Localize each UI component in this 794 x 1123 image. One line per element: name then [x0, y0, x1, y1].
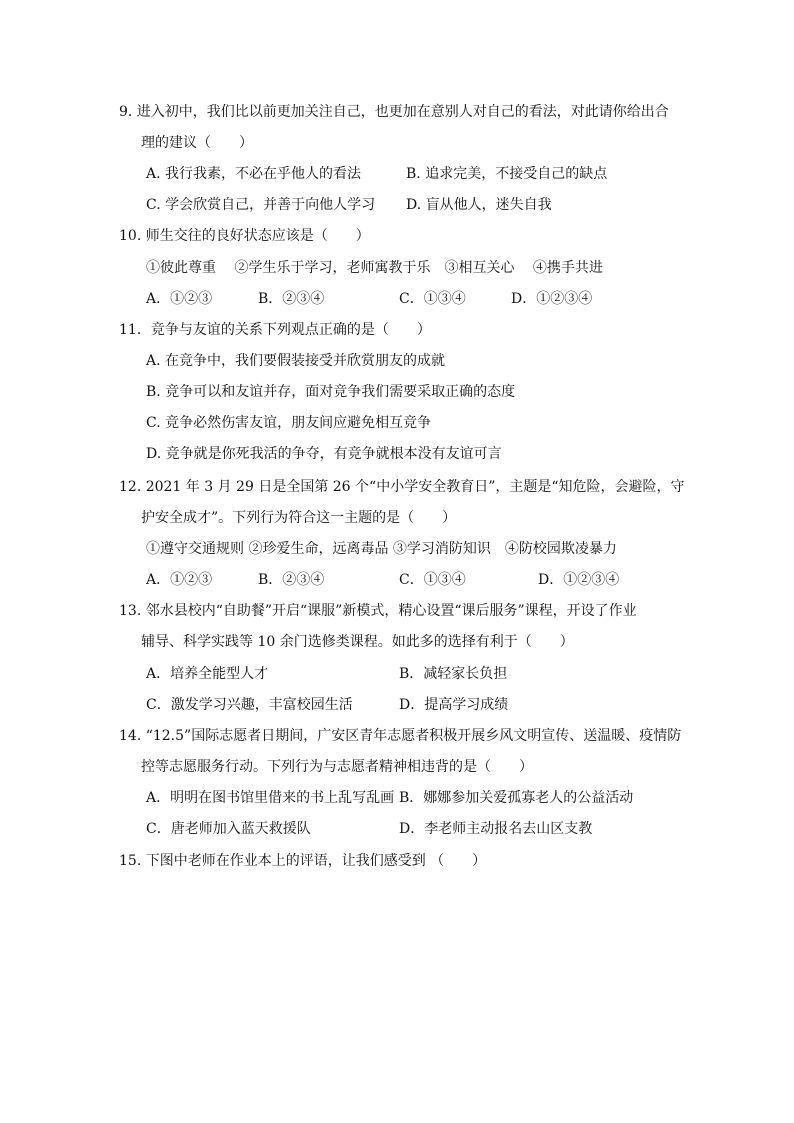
question-12-option-d: D．①②③④ [538, 572, 620, 588]
question-14-option-a: A．明明在图书馆里借来的书上乱写乱画 [146, 790, 395, 806]
question-13-stem: 13. 邻水县校内“自助餐”开启“课服”新模式，精心设置“课后服务”课程，开设了作业 [119, 603, 637, 619]
question-12-items: ①遵守交通规则 ②珍爱生命，远离毒品 ③学习消防知识 ④防校园欺凌暴力 [146, 541, 617, 557]
question-11-option-d: D. 竞争就是你死我活的争夺，有竞争就根本没有友谊可言 [146, 446, 502, 462]
question-10-option-b: B．②③④ [258, 291, 325, 307]
question-13-option-c: C．激发学习兴趣，丰富校园生活 [146, 697, 353, 713]
question-11-option-c: C. 竞争必然伤害友谊，朋友间应避免相互竞争 [146, 415, 432, 431]
question-13-stem-cont: 辅导、科学实践等 10 余门选修类课程。如此多的选择有利于（ ） [141, 634, 574, 650]
question-9-stem: 9. 进入初中，我们比以前更加关注自己，也更加在意别人对自己的看法，对此请你给出合 [119, 104, 669, 120]
question-9-option-c: C. 学会欣赏自己，并善于向他人学习 [146, 197, 376, 213]
question-10-option-c: C．①③④ [399, 291, 466, 307]
question-11-stem: 11．竞争与友谊的关系下列观点正确的是（ ） [119, 322, 431, 338]
question-12-stem: 12. 2021 年 3 月 29 日是全国第 26 个“中小学安全教育日”，主题是“知危险，会避险，守 [119, 479, 685, 495]
question-12-option-a: A．①②③ [146, 572, 213, 588]
question-14-stem: 14. “12.5”国际志愿者日期间，广安区青年志愿者积极开展乡风文明宣传、送温暖、疫情防 [119, 728, 682, 744]
question-9-option-a: A. 我行我素，不必在乎他人的看法 [146, 166, 362, 182]
question-10-items: ①彼此尊重 ②学生乐于学习，老师寓教于乐 ③相互关心 ④携手共进 [146, 260, 603, 276]
question-10-option-d: D．①②③④ [511, 291, 593, 307]
question-10-stem: 10. 师生交往的良好状态应该是（ ） [119, 228, 370, 244]
question-9-stem-cont: 理的建议（ ） [141, 135, 253, 151]
question-11-option-b: B. 竞争可以和友谊并存，面对竞争我们需要采取正确的态度 [146, 384, 516, 400]
question-13-option-a: A．培养全能型人才 [146, 666, 269, 682]
question-14-option-c: C．唐老师加入蓝天救援队 [146, 821, 311, 837]
question-14-stem-cont: 控等志愿服务行动。下列行为与志愿者精神相违背的是（ ） [141, 759, 533, 775]
question-13-option-d: D．提高学习成绩 [399, 697, 509, 713]
question-14-option-d: D．李老师主动报名去山区支教 [399, 821, 593, 837]
question-12-stem-cont: 护安全成才”。下列行为符合这一主题的是（ ） [141, 510, 457, 526]
question-9-option-b: B. 追求完美，不接受自己的缺点 [406, 166, 608, 182]
question-12-option-b: B．②③④ [258, 572, 325, 588]
question-9-option-d: D. 盲从他人，迷失自我 [406, 197, 552, 213]
question-14-option-b: B．娜娜参加关爱孤寡老人的公益活动 [399, 790, 634, 806]
question-12-option-c: C．①③④ [399, 572, 466, 588]
question-11-option-a: A. 在竞争中，我们要假装接受并欣赏朋友的成就 [146, 353, 446, 369]
question-13-option-b: B．减轻家长负担 [399, 666, 508, 682]
question-15-stem: 15. 下图中老师在作业本上的评语，让我们感受到 （ ） [119, 853, 487, 869]
question-10-option-a: A．①②③ [146, 291, 213, 307]
